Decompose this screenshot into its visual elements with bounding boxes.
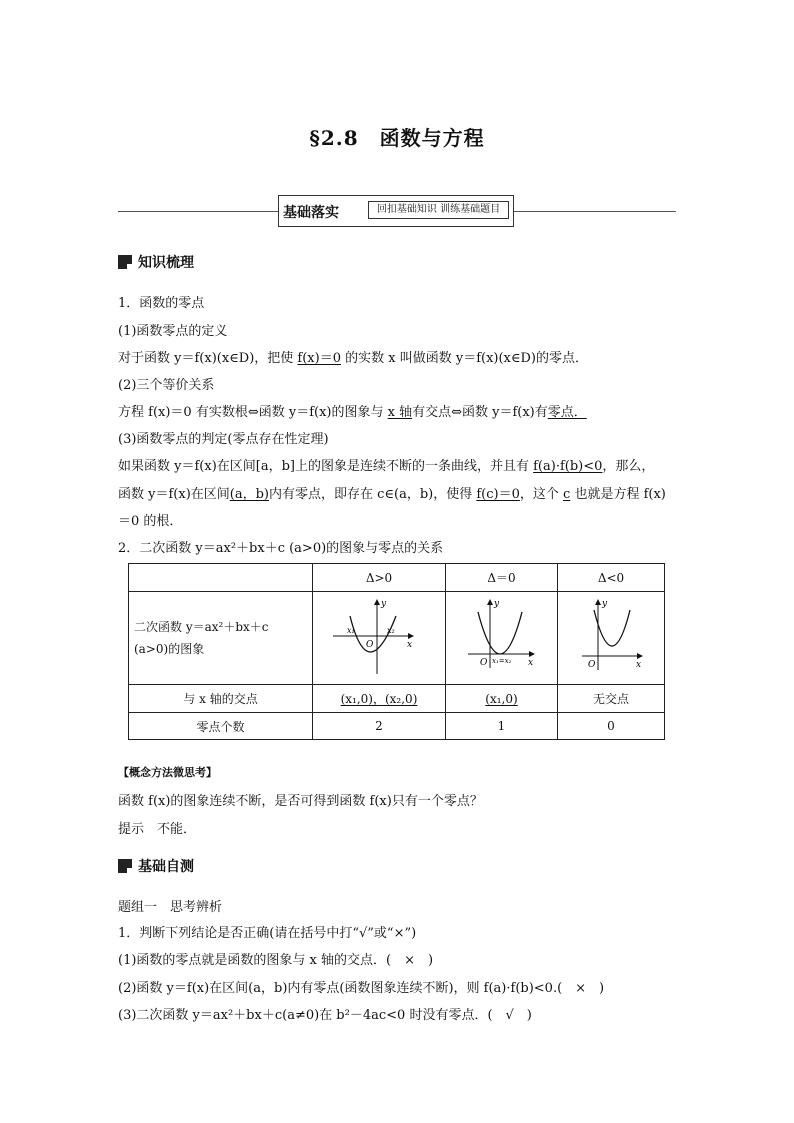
axis-x-label: x xyxy=(528,658,534,668)
blank-answer: f(a)·f(b)<0 xyxy=(533,459,603,474)
axis-y-label: y xyxy=(494,599,500,609)
section-heading-selftest xyxy=(118,856,194,876)
knowledge-line-8: 函数 y＝f(x)在区间(a，b)内有零点，即存在 c∈(a，b)，使得 f(c)＝0，这个 c 也就是方程 f(x) xyxy=(118,487,666,502)
think-title: 【概念方法微思考】 xyxy=(118,766,217,779)
axis-y-label: y xyxy=(602,599,608,609)
root-label: x₁=x₂ xyxy=(492,657,512,665)
parabola-two-roots-graph xyxy=(313,592,445,681)
page-title: §2.8 函数与方程 xyxy=(309,126,485,150)
row-label-graph: 二次函数 y＝ax²＋bx＋c (a>0)的图象 xyxy=(129,592,313,685)
parabola-no-root-graph xyxy=(558,592,664,681)
banner-rule-right xyxy=(514,211,676,212)
graph-cell-one-root xyxy=(446,592,558,685)
axis-y-label: y xyxy=(381,599,387,609)
table-row-intersect xyxy=(129,685,665,713)
axis-x-label: x xyxy=(407,640,413,650)
row-label-count: 零点个数 xyxy=(129,713,313,740)
table-cell: (x₁,0) xyxy=(446,685,558,713)
zero-point-table xyxy=(128,563,665,740)
knowledge-line-6: (3)函数零点的判定(零点存在性定理) xyxy=(118,432,329,447)
knowledge-line-5: 方程 f(x)＝0 有实数根⇔函数 y＝f(x)的图象与 x 轴有交点⇔函数 y＝f(x)有零点． xyxy=(118,405,587,420)
section-heading-knowledge xyxy=(118,252,194,272)
section-title: 基础自测 xyxy=(138,859,194,875)
origin-label: O xyxy=(480,658,488,668)
banner-main: 基础落实 xyxy=(283,205,339,221)
graph-cell-no-root xyxy=(558,592,665,685)
section-title: 知识梳理 xyxy=(138,255,194,271)
blank-answer: c xyxy=(563,487,571,502)
section-square-icon xyxy=(118,859,132,873)
test-item-2: (2)函数 y＝f(x)在区间(a，b)内有零点(函数图象连续不断)，则 f(a)·f(b)<0.( × ) xyxy=(118,981,605,996)
section-square-icon xyxy=(118,255,132,269)
blank-answer: (a，b) xyxy=(229,487,269,502)
think-question: 函数 f(x)的图象连续不断，是否可得到函数 f(x)只有一个零点？ xyxy=(118,794,483,809)
table-header: Δ<0 xyxy=(558,564,665,592)
table-cell: 0 xyxy=(558,713,665,740)
knowledge-line-9: ＝0 的根． xyxy=(118,514,183,529)
test-question: 1．判断下列结论是否正确(请在括号中打“√”或“×”) xyxy=(118,926,417,941)
knowledge-line-1: 1．函数的零点 xyxy=(118,296,205,311)
blank-answer: 零点． xyxy=(547,405,587,420)
knowledge-line-3: 对于函数 y＝f(x)(x∈D)，把使 f(x)＝0 的实数 x 叫做函数 y＝f(x)(x∈D)的零点． xyxy=(118,351,588,366)
knowledge-line-4: (2)三个等价关系 xyxy=(118,378,215,393)
origin-label: O xyxy=(366,640,374,650)
row-label-intersect: 与 x 轴的交点 xyxy=(129,685,313,713)
table-header-row xyxy=(129,564,665,592)
blank-answer: f(x)＝0 xyxy=(297,351,341,366)
think-answer: 提示 不能． xyxy=(118,822,197,837)
blank-answer: x 轴 xyxy=(387,405,413,420)
table-cell: 2 xyxy=(313,713,446,740)
graph-cell-two-roots xyxy=(313,592,446,685)
knowledge-line-7: 如果函数 y＝f(x)在区间[a，b]上的图象是连续不断的一条曲线，并且有 f(a)·f(b)<0，那么， xyxy=(118,459,655,474)
root-label: x₁ xyxy=(347,626,355,635)
table-cell: 无交点 xyxy=(558,685,665,713)
origin-label: O xyxy=(588,660,596,670)
table-header: Δ＝0 xyxy=(446,564,558,592)
table-cell: (x₁,0)，(x₂,0) xyxy=(313,685,446,713)
table-row-graph xyxy=(129,592,665,685)
knowledge-line-10: 2．二次函数 y＝ax²＋bx＋c (a>0)的图象与零点的关系 xyxy=(118,541,444,556)
blank-answer: f(c)＝0 xyxy=(476,487,520,502)
table-row-count xyxy=(129,713,665,740)
banner-sub: 回扣基础知识 训练基础题目 xyxy=(368,201,509,219)
parabola-one-root-graph xyxy=(446,592,557,681)
test-item-1: (1)函数的零点就是函数的图象与 x 轴的交点．( × ) xyxy=(118,953,434,968)
axis-x-label: x xyxy=(636,660,642,670)
root-label: x₂ xyxy=(387,626,395,635)
banner-rule-left xyxy=(118,211,278,212)
knowledge-line-2: (1)函数零点的定义 xyxy=(118,324,228,339)
test-item-3: (3)二次函数 y＝ax²＋bx＋c(a≠0)在 b²－4ac<0 时没有零点．( √ ) xyxy=(118,1008,532,1023)
table-header: Δ>0 xyxy=(313,564,446,592)
table-cell: 1 xyxy=(446,713,558,740)
test-group-title: 题组一 思考辨析 xyxy=(118,900,223,915)
